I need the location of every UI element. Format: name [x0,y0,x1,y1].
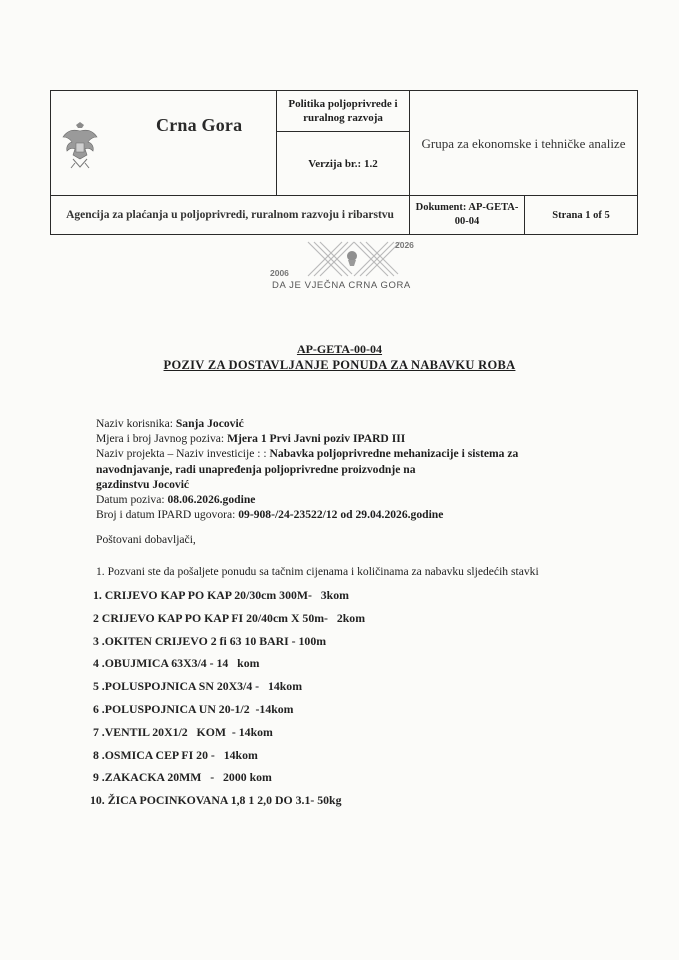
contract-value: 09-908-/24-23522/12 od 29.04.2026.godine [238,508,444,522]
item-list [90,584,365,812]
project-value-line2: navodnjavanje, radi unapređenja poljoprivredne proizvodnje na [96,462,416,476]
measure-label: Mjera i broj Javnog poziva: [96,432,225,446]
brand-cell [51,91,277,196]
list-item: 5 .POLUSPOJNICA SN 20X3/4 - 14kom [90,679,303,694]
salutation: Poštovani dobavljači, [96,533,196,546]
list-item: 10. ŽICA POCINKOVANA 1,8 1 2,0 DO 3.1- 50kg [90,793,342,808]
user-row [96,416,576,431]
list-item: 2 CRIJEVO KAP PO KAP FI 20/40cm X 50m- 2kom [90,610,366,625]
date-value: 08.06.2026.godine [167,493,256,507]
contract-label: Broj i datum IPARD ugovora: [96,508,236,522]
document-header-table [50,90,638,235]
date-row [96,492,576,507]
anniversary-year-end: 2026 [395,240,414,250]
list-item: 4 .OBUJMICA 63X3/4 - 14 kom [90,656,260,671]
invitation-paragraph: 1. Pozvani ste da pošaljete ponudu sa tačnim cijenama i količinama za nabavku sljedećih stavki [96,565,539,578]
contract-row [96,507,576,522]
measure-row [96,431,576,446]
project-row-3 [96,477,576,492]
project-value-line3: gazdinstvu Jocović [96,477,190,491]
list-item: 3 .OKITEN CRIJEVO 2 fi 63 10 BARI - 100m [90,633,327,648]
project-row-2 [96,462,576,477]
project-label: Naziv projekta – Naziv investicije : : [96,447,267,461]
list-item: 9 .ZAKACKA 20MM - 2000 kom [90,770,272,785]
user-label: Naziv korisnika: [96,417,173,430]
country-name: Crna Gora [156,115,243,135]
document-code: AP-GETA-00-04 [296,342,383,356]
document-heading: POZIV ZA DOSTAVLJANJE PONUDA ZA NABAVKU ROBA [163,358,516,372]
page-number: Strana 1 of 5 [525,196,638,235]
list-item: 8 .OSMICA CEP FI 20 - 14kom [90,747,258,762]
invitation-info [96,416,576,522]
anniversary-year-start: 2006 [270,268,289,278]
date-label: Datum poziva: [96,493,165,507]
document-number: Dokument: AP-GETA-00-04 [410,196,525,235]
list-item: 7 .VENTIL 20X1/2 KOM - 14kom [90,724,273,739]
version-number: Verzija br.: 1.2 [277,132,410,196]
project-value-line1: Nabavka poljoprivredne mehanizacije i sistema za [269,447,519,461]
list-item: 6 .POLUSPOJNICA UN 20-1/2 -14kom [90,701,294,716]
list-item: 1. CRIJEVO KAP PO KAP 20/30cm 300M- 3kom [90,588,349,602]
policy-name: Politika poljoprivrede i ruralnog razvoja [277,91,410,132]
coat-of-arms-icon [61,121,99,171]
anniversary-motto: DA JE VJEČNA CRNA GORA [272,280,411,291]
project-row [96,446,576,461]
measure-value: Mjera 1 Prvi Javni poziv IPARD III [227,432,406,446]
group-name: Grupa za ekonomske i tehničke analize [410,91,638,196]
agency-name: Agencija za plaćanja u poljoprivredi, ruralnom razvoju i ribarstvu [51,196,410,235]
user-value: Sanja Jocović [175,417,244,430]
